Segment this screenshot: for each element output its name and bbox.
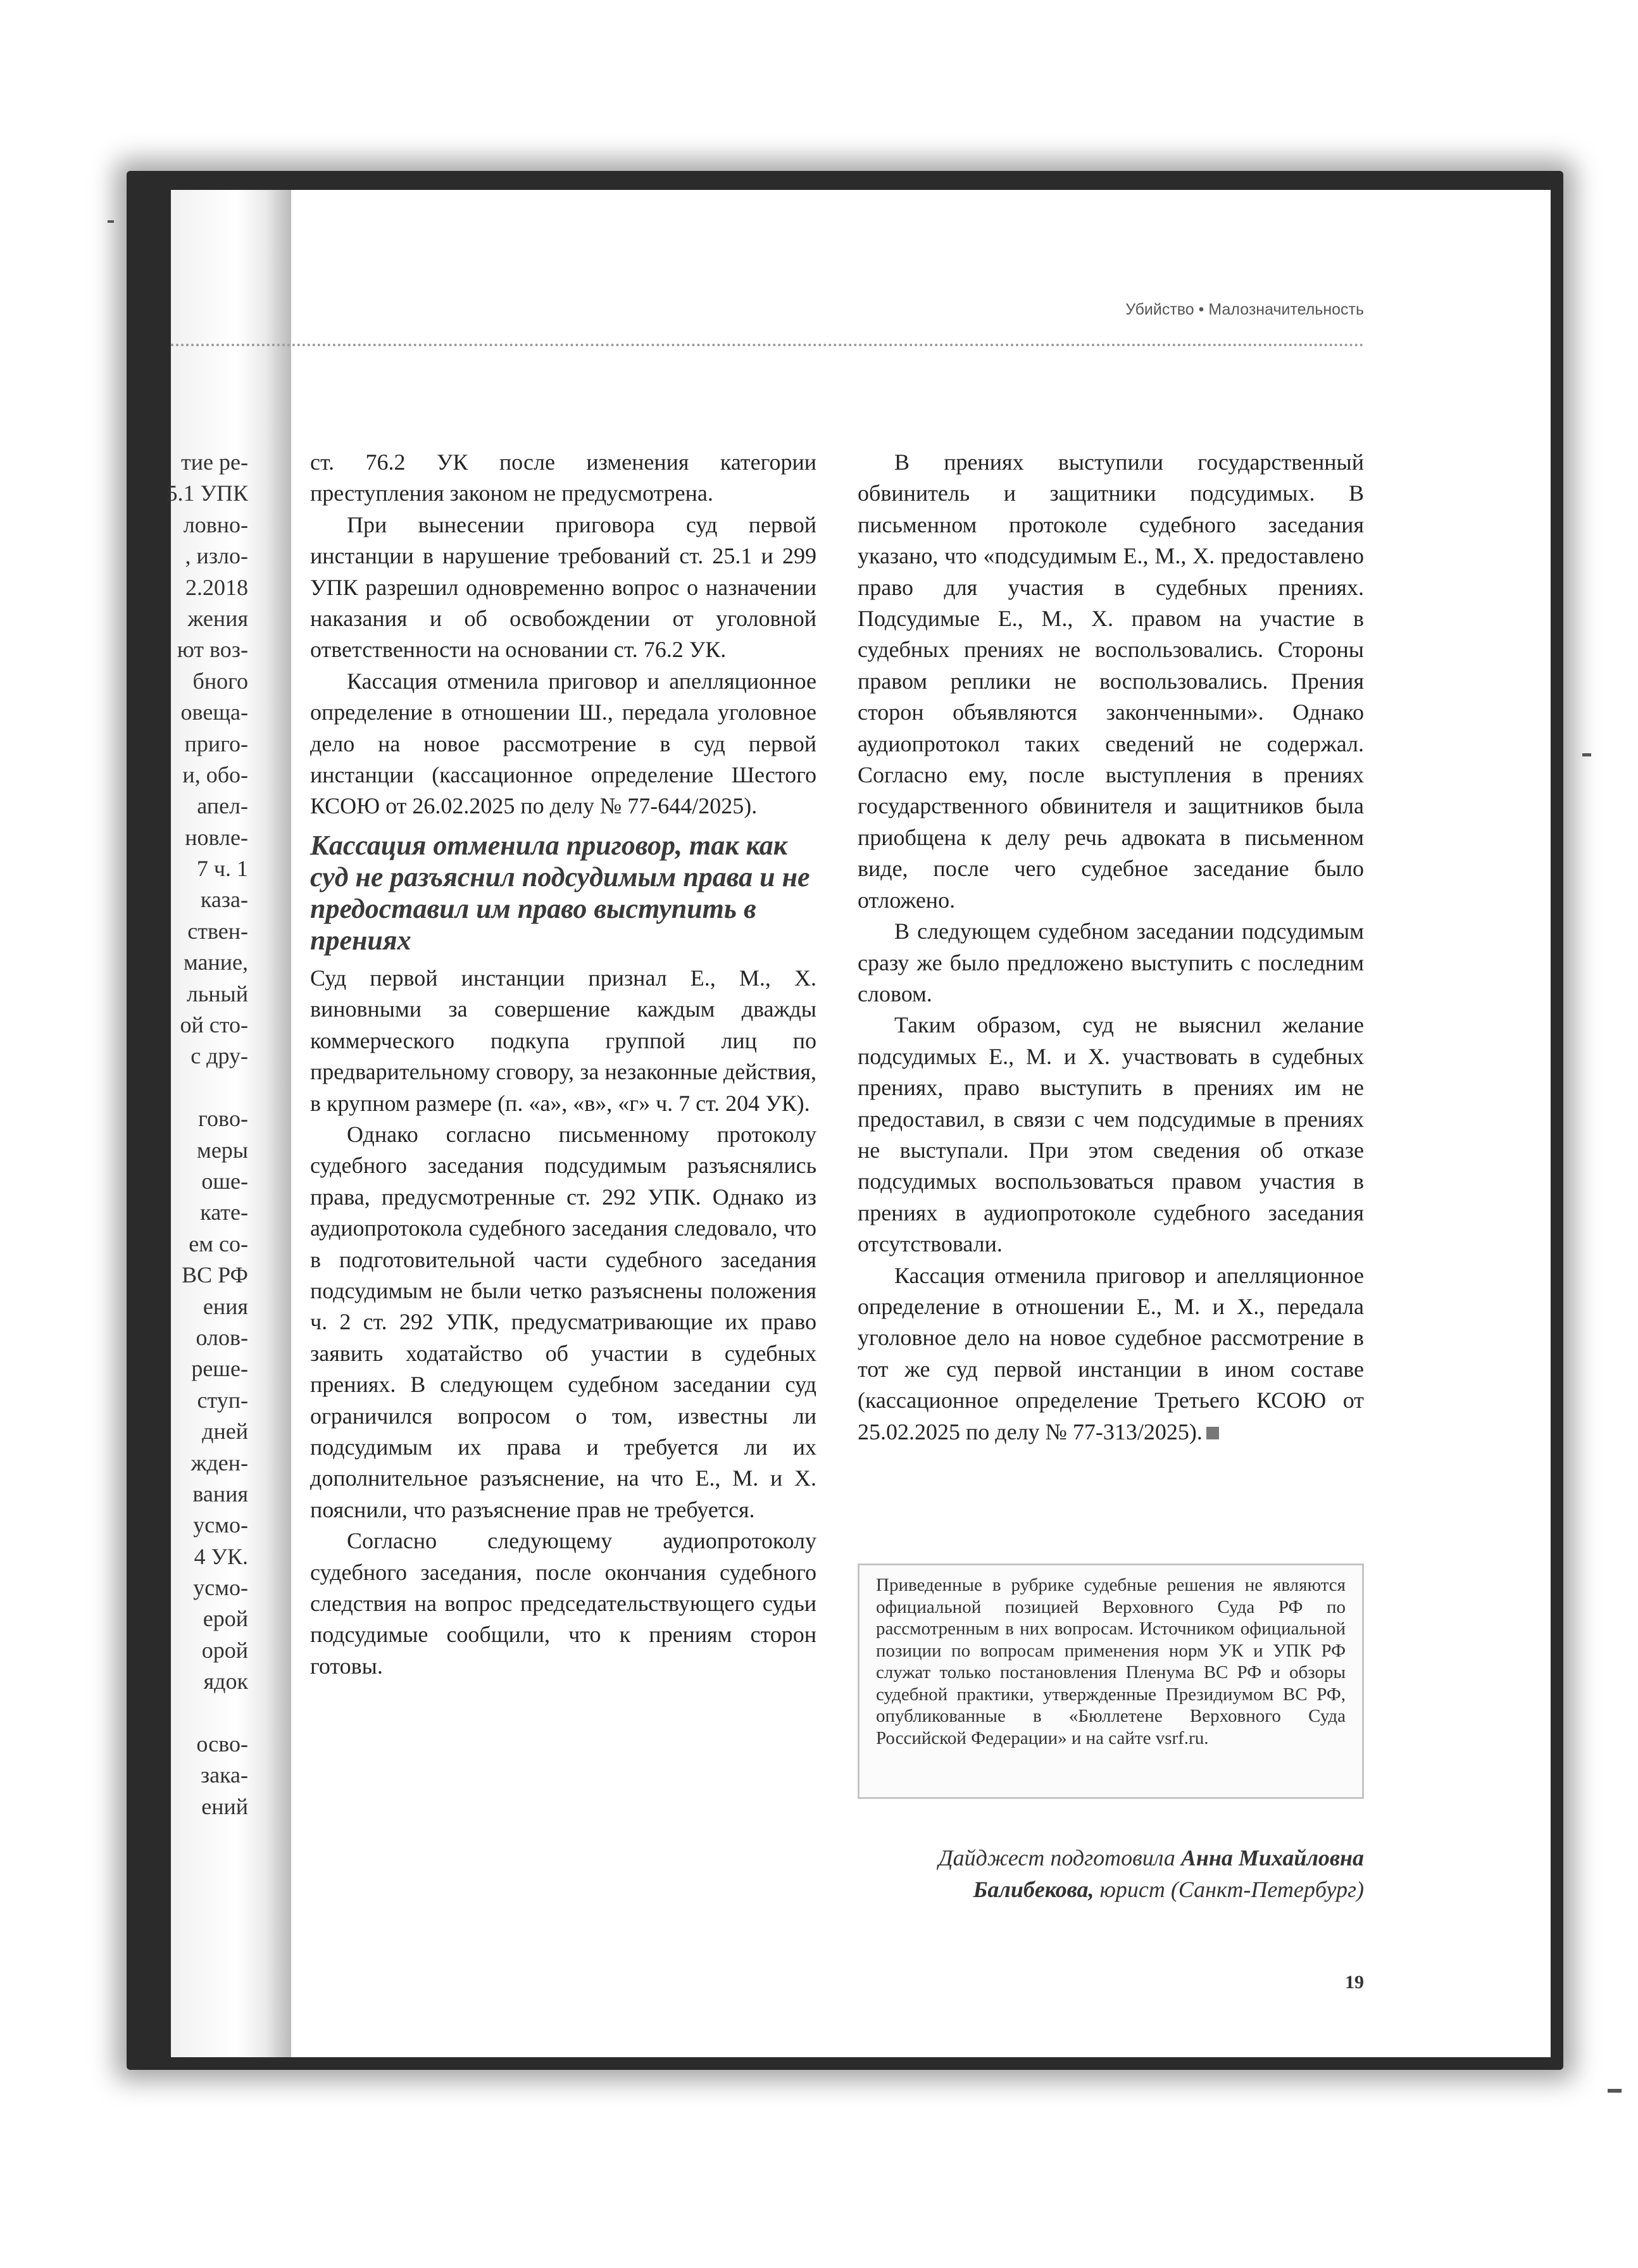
page-number: 19: [1345, 1972, 1364, 1993]
left-page-fragment-line: жения: [187, 605, 248, 631]
left-page-fragment-line: олов-: [196, 1324, 248, 1350]
digest-credit: [858, 1842, 1364, 1905]
left-page-fragment-line: ВС РФ: [182, 1262, 248, 1288]
left-page-fragment-line: льный: [186, 981, 248, 1006]
left-page-fragment-line: меры: [197, 1137, 248, 1163]
left-page-fragment-line: новле-: [185, 824, 248, 850]
left-page-fragment-line: апел-: [197, 793, 248, 819]
left-page-fragment-line: ловно-: [183, 511, 248, 537]
paragraph: В прениях выступили государственный обвинитель и защитники подсудимых. В письменном протоколе судебного заседания указано, что «подсудимым Е., М., Х. предоставлено право для участия в судебных прениях. Подсудимые Е., М., Х. правом на участие в судебных прениях не воспользовались. Стороны правом реплики не воспользовались. Прения сторон объявляются законченными». Однако аудиопротокол таких сведений не содержал. Согласно ему, после выступления в прениях государственного обвинителя и защитников была приобщена к делу речь адвоката в письменном виде, после чего судебное заседание было отложено.: [858, 449, 1364, 913]
credit-author: Анна Михайловна Балибекова,: [973, 1845, 1364, 1902]
left-page-fragment-line: дней: [202, 1419, 248, 1444]
left-page-fragment-line: реше-: [191, 1356, 248, 1382]
left-page-fragment-line: ения: [203, 1293, 248, 1319]
left-page-fragment-line: овеща-: [180, 699, 248, 725]
left-page-fragment-line: ем со-: [189, 1231, 248, 1256]
left-page-fragment-line: каза-: [200, 887, 248, 913]
left-page-fragment-line: мание,: [183, 949, 248, 975]
left-page-fragment-line: 7 ч. 1: [196, 856, 248, 882]
left-page-fragment-line: усмо-: [193, 1512, 248, 1538]
left-page-fragment-line: вания: [192, 1481, 248, 1507]
paragraph-text: Кассация отменила приговор и апелляционное определение в отношении Е., М. и Х., передала уголовное дело на новое судебное рассмотрение в тот же суд первой инстанции в ином составе (кассационное определение Третьего КСОЮ от 25.02.2025 по делу № 77-313/2025).: [858, 1262, 1364, 1444]
paragraph-final: [858, 1260, 1364, 1448]
left-page-fragment-line: ой сто-: [180, 1012, 248, 1038]
left-page-fragment-line: ствен-: [187, 918, 248, 944]
left-page-fragment-line: ют воз-: [177, 637, 248, 663]
left-page-fragment-column: [166, 447, 248, 1822]
scan-speck: [108, 220, 114, 223]
left-page-fragment-line: [166, 1698, 248, 1729]
left-page-fragment-line: [166, 1072, 248, 1103]
left-page-fragment-line: говo-: [198, 1106, 248, 1132]
credit-suffix: юрист (Санкт-Петербург): [1094, 1877, 1364, 1902]
credit-prefix: Дайджест подготовила: [938, 1845, 1181, 1870]
paragraph: Кассация отменила приговор и апелляционное определение в отношении Ш., передала уголовное дело на новое рассмотрение в суд первой инстанции (кассационное определение Шестого КСОЮ от 26.02.2025 по делу № 77-644/2025).: [310, 668, 816, 819]
left-page-fragment-line: с дру-: [191, 1043, 248, 1069]
left-page-fragment-line: и, обо-: [182, 761, 248, 787]
left-page-fragment-line: ений: [201, 1793, 248, 1819]
disclaimer-box: Приведенные в рубрике судебные решения не являются официальной позицией Верховного Суда РФ по рассмотренным в них вопросам. Источником официальной позиции по вопросам применения норм УК и УПК РФ служат только постановления Пленума ВС РФ и обзоры судебной практики, утвержденные Президиумом ВС РФ, опубликованные в «Бюллетене Верховного Суда Российской Федерации» и на сайте vsrf.ru.: [858, 1563, 1364, 1799]
left-page-fragment-line: усмо-: [193, 1575, 248, 1601]
left-page-fragment-line: 2.2018: [185, 574, 248, 600]
left-page-fragment-line: ядок: [203, 1669, 248, 1695]
end-of-article-square-icon: [1206, 1427, 1219, 1439]
left-page-fragment-line: кате-: [200, 1200, 248, 1225]
left-page-fragment-line: , изло-: [185, 543, 248, 569]
left-page-fragment-line: приго-: [184, 730, 248, 756]
gutter-shadow: [266, 190, 291, 2057]
header-dotted-rule: [171, 344, 1364, 346]
scan-speck: [1582, 753, 1591, 756]
paragraph: Суд первой инстанции признал Е., М., Х. виновными за совершение каждым дважды коммерческого подкупа группой лиц по предварительному сговору, за незаконные действия, в крупном размере (п. «а», «в», «г» ч. 7 ст. 204 УК).: [310, 965, 816, 1116]
left-page-fragment-line: оше-: [201, 1168, 248, 1194]
paragraph: В следующем судебном заседании подсудимым сразу же было предложено выступить с последним словом.: [858, 918, 1364, 1006]
left-page-fragment-line: 5.1 УПК: [166, 480, 248, 506]
paragraph: ст. 76.2 УК после изменения категории преступления законом не предусмотрена.: [310, 449, 816, 506]
scan-speck: [1608, 2089, 1622, 2093]
paragraph: При вынесении приговора суд первой инстанции в нарушение требований ст. 25.1 и 299 УПК разрешил одновременно вопрос о назначении наказания и об освобождении от уголовной ответственности на основании ст. 76.2 УК.: [310, 511, 816, 663]
left-page-fragment-line: ерой: [203, 1606, 248, 1632]
left-page-fragment-line: бного: [192, 668, 248, 694]
left-page-fragment-line: тие ре-: [181, 449, 248, 475]
running-head: Убийство • Малозначительность: [1125, 301, 1364, 318]
left-page-fragment-line: осво-: [196, 1731, 248, 1757]
left-page-fragment-line: зака-: [200, 1762, 248, 1788]
left-page-fragment-line: 4 УК.: [194, 1543, 248, 1569]
article-column-right: [858, 447, 1364, 1448]
paragraph: Согласно следующему аудиопротоколу судебного заседания, после окончания судебного следствия на вопрос председательствующего судьи подсудимые сообщили, что к прениям сторон готовы.: [310, 1528, 816, 1679]
left-page-fragment-line: жден-: [191, 1450, 248, 1475]
left-page-fragment-line: ступ-: [197, 1387, 248, 1413]
paragraph: Таким образом, суд не выяснил желание подсудимых Е., М. и Х. участвовать в судебных прениях, право выступить в прениях им не предоставил, в связи с чем подсудимые в прениях не выступали. При этом сведения об отказе подсудимых воспользоваться правом участия в прениях в аудиопротоколе судебного заседания отсутствовали.: [858, 1012, 1364, 1257]
section-heading: Кассация отменила приговор, так как суд не разъяснил подсудимым права и не предоставил им право выступить в прениях: [310, 829, 810, 956]
left-page-fragment-line: орой: [201, 1637, 248, 1663]
paragraph: Однако согласно письменному протоколу судебного заседания подсудимым разъяснялись права, предусмотренные ст. 292 УПК. Однако из аудиопротокола судебного заседания следовало, что в подготовительной части судебного заседания подсудимым не были четко разъяснены положения ч. 2 ст. 292 УПК, предусматривающие их право заявить ходатайство об участии в судебных прениях. В следующем судебном заседании суд ограничился вопросом о том, известны ли подсудимым их права и требуется ли их дополнительное разъяснение, на что Е., М. и Х. пояснили, что разъяснение прав не требуется.: [310, 1121, 816, 1522]
article-column-left: [310, 447, 816, 1682]
